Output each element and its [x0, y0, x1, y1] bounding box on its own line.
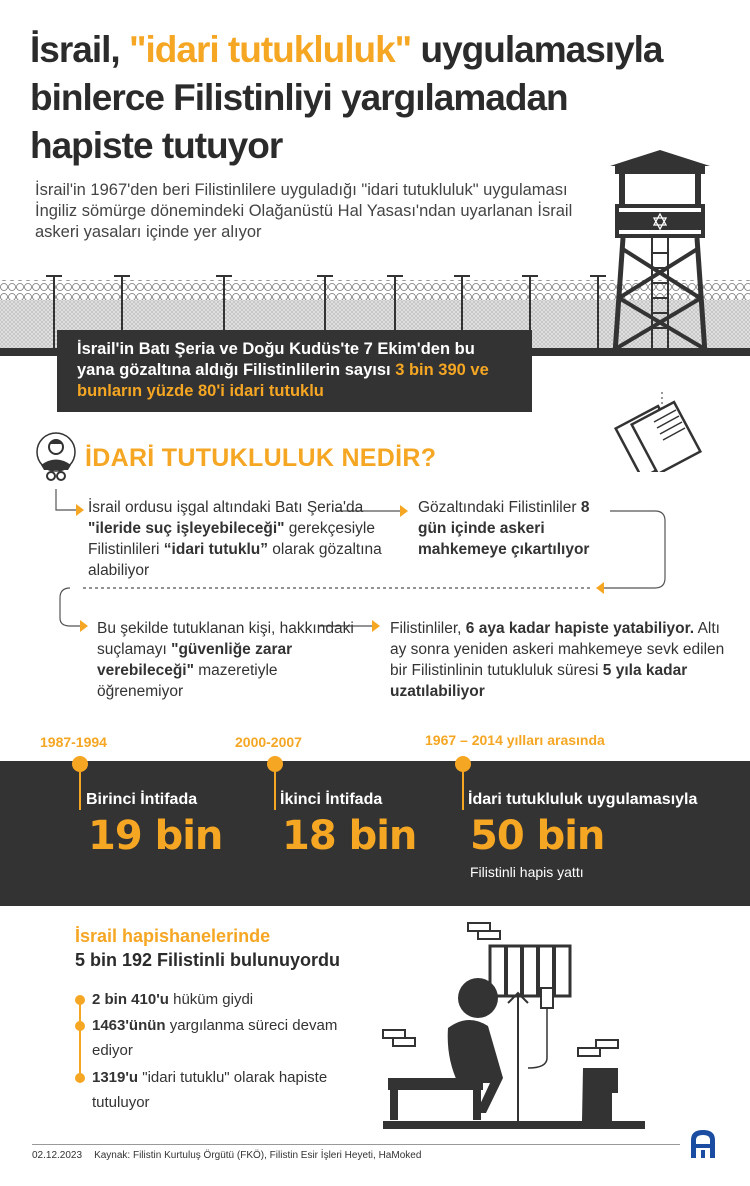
- footer-source: Kaynak: Filistin Kurtuluş Örgütü (FKÖ), Filistin Esir İşleri Heyeti, HaMoked: [94, 1150, 422, 1161]
- stat-text: yargılanma süreci devam ediyor: [92, 1017, 338, 1059]
- flow-step-2: [418, 497, 618, 560]
- timeline-period: 2000-2007: [235, 734, 302, 750]
- bullet-dot: [75, 995, 85, 1005]
- timeline-label: İkinci İntifada: [280, 791, 383, 808]
- flow-bold: "güvenliğe zarar verebileceği": [97, 641, 293, 679]
- title-highlight: "idari tutukluluk": [128, 29, 412, 70]
- page-title: [30, 26, 663, 170]
- stat-text: hüküm giydi: [168, 991, 254, 1008]
- footer: [32, 1150, 433, 1161]
- bullet-line: [79, 998, 81, 1078]
- timeline-label: Birinci İntifada: [86, 791, 198, 808]
- flow-text: Gözaltındaki Filistinliler: [418, 499, 581, 516]
- stat-highlight: 3 bin 390 ve bunların yüzde 80'i idari tutuklu: [77, 361, 489, 400]
- flow-bold: 5 yıla kadar uzatılabiliyor: [390, 662, 688, 700]
- flow-text: Altı ay sonra yeniden askeri mahkemeye sevk edilen bir Filistinlinin tutukluluk süresi: [390, 620, 725, 679]
- prison-cell-illustration: [378, 918, 650, 1133]
- prison-stat: [92, 1065, 362, 1115]
- flow-text: olarak gözaltına alabiliyor: [88, 541, 382, 579]
- timeline-value: 18 bin: [282, 813, 417, 859]
- title-line: [30, 26, 663, 74]
- flow-bold: 8 gün içinde askeri mahkemeye çıkartılıyor: [418, 499, 590, 558]
- footer-date: 02.12.2023: [32, 1150, 83, 1161]
- prison-stat: [92, 987, 362, 1012]
- subtitle: İsrail'in 1967'den beri Filistinlilere uyguladığı "idari tutukluluk" uygulaması İngiliz sömürge dönemindeki Olağanüstü Hal Yasası'ndan uyarlanan İsrail askeri yasaları içinde yer alıyor: [35, 181, 573, 241]
- stat-box: [57, 330, 532, 412]
- flow-text: İsrail ordusu işgal altındaki Batı Şeria'da: [88, 499, 364, 516]
- stat-bold: 2 bin 410'u: [92, 991, 169, 1008]
- prison-stat: [92, 1013, 362, 1063]
- timeline-value: 19 bin: [88, 813, 223, 859]
- title-text: İsrail,: [30, 29, 129, 70]
- prisons-heading: İsrail hapishanelerinde: [75, 926, 271, 946]
- aa-logo: [688, 1128, 718, 1158]
- bullet-dot: [75, 1073, 85, 1083]
- flow-bold: 6 aya kadar hapiste yatabiliyor.: [465, 620, 695, 637]
- section-heading: İDARİ TUTUKLULUK NEDİR?: [85, 444, 437, 472]
- timeline-line: [0, 761, 750, 768]
- flow-text: Bu şekilde tutuklanan kişi, hakkındaki suçlamayı: [97, 620, 354, 658]
- timeline-period: 1967 – 2014 yılları arasında: [425, 732, 605, 748]
- flow-text: mazeretiyle öğrenemiyor: [97, 662, 278, 700]
- prisons-subheading: 5 bin 192 Filistinli bulunuyordu: [75, 950, 341, 970]
- bullet-dot: [75, 1021, 85, 1031]
- flow-step-4: [390, 618, 740, 702]
- timeline-stem: [79, 772, 81, 810]
- title-text: hapiste tutuyor: [30, 125, 283, 166]
- stat-bold: 1463'ünün: [92, 1017, 166, 1034]
- timeline-period: 1987-1994: [40, 734, 107, 750]
- title-text: binlerce Filistinliyi yargılamadan: [30, 77, 568, 118]
- title-text: uygulamasıyla: [411, 29, 663, 70]
- flow-bold: “idari tutuklu”: [163, 541, 268, 558]
- stat-text: İsrail'in Batı Şeria ve Doğu Kudüs'te 7 Ekim'den bu yana gözaltına aldığı Filistinlilerin sayısı: [77, 340, 475, 379]
- documents-icon: [612, 392, 707, 472]
- timeline-value: 50 bin: [470, 813, 605, 859]
- watchtower-icon: [605, 148, 715, 358]
- timeline-note: Filistinli hapis yattı: [470, 864, 584, 880]
- footer-divider: [32, 1144, 680, 1145]
- timeline-label: İdari tutukluluk uygulamasıyla: [468, 791, 698, 808]
- stat-text: "idari tutuklu" olarak hapiste tutuluyor: [92, 1069, 328, 1111]
- timeline-dot: [455, 756, 471, 772]
- timeline-stem: [462, 772, 464, 810]
- timeline-dot: [72, 756, 88, 772]
- flow-step-1: [88, 497, 388, 581]
- flow-step-3: [97, 618, 367, 702]
- flow-text: gerekçesiyle Filistinlileri: [88, 520, 375, 558]
- stat-bold: 1319'u: [92, 1069, 139, 1086]
- flow-bold: "ileride suç işleyebileceği": [88, 520, 285, 537]
- timeline-stem: [274, 772, 276, 810]
- timeline-dot: [267, 756, 283, 772]
- flow-text: Filistinliler,: [390, 620, 466, 637]
